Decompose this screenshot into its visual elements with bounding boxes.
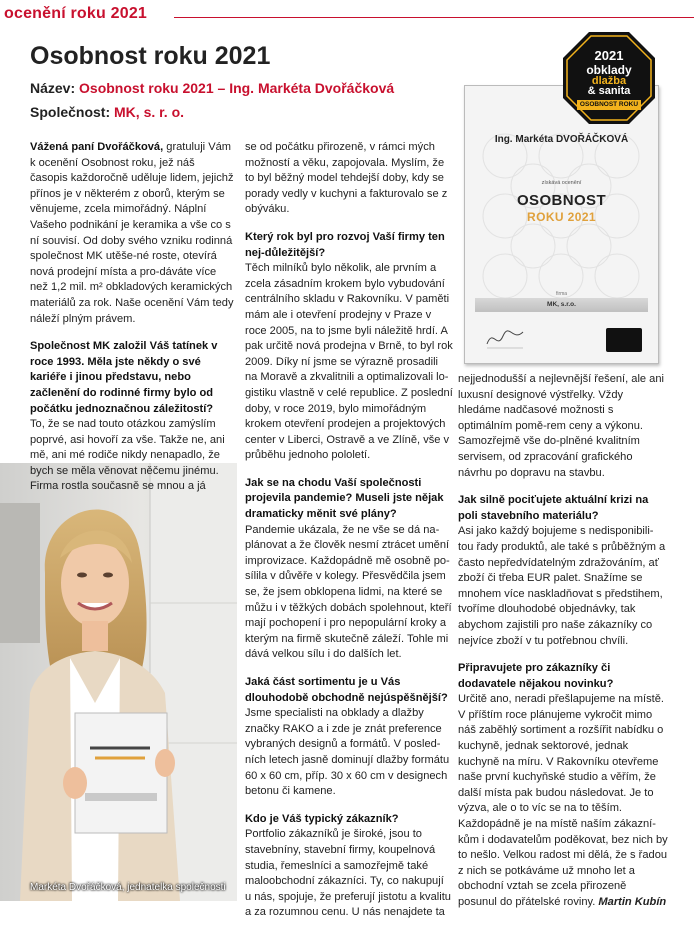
portrait-illustration [0,463,237,901]
badge-ribbon: OSOBNOST ROKU [577,100,641,110]
answer-7-text: Určitě ano, neradi přešlapujeme na místě. V příštím roce plánujeme vykročit mimo náš zaběhlý sortiment a rozšířit nabídku o kuchyně, jednak sektorové, jednak kuchyně na míru. V Rakovníku otevřeme naše první kuchyňské studio a věřím, že další místa pak budou následovat. Je to výzva, ale o to víc se na to těším. Každopádně je na místě naším zákazní-kům i dodavatelům poděkovat, bez nich by to nešlo. Velkou radost mi dělá, že s řadou z nich se potkáváme už mnoho let a obchodní vztah se zcela přirozeně posunul do přátelské roviny. [458,693,668,908]
name-value: Osobnost roku 2021 – Ing. Markéta Dvořáčková [79,80,395,96]
author-signature: Martin Kubín [598,896,667,908]
section-header [0,4,698,28]
page-title: Osobnost roku 2021 [30,42,271,70]
article-column-2 [245,140,453,933]
certificate-award-text: získává ocenění [541,180,582,186]
certificate-title-line2: ROKU 2021 [527,210,596,224]
company-label: Společnost: [30,104,111,120]
answer-1-continued: se od počátku přirozeně, v rámci mých možností a věku, zapojovala. Myslím, že to byl běžný model tehdejší doby, kdy se porady vedly v kuchyni a fakturovalo se z obýváku. [245,141,448,216]
certificate-company-bar [475,298,648,312]
answer-5: Portfolio zákazníků je široké, jsou to stavebníny, stavební firmy, koupelnová studia, řemeslníci a samozřejmě také maloobchodní zákazníci. Ty, co nakupují u nás, spojuje, že preferují jistotu a kvalitu a za rozumnou cenu. U nás nenajdete ta [245,828,451,919]
answer-6: Asi jako každý bojujeme s nedisponibili-tou řady produktů, ale také s průběžným a často nepředvídatelným zdražováním, ať zboží či třeba EUR palet. Snažíme se mnohem více naskladňovat s předstihem, tvoříme dlouhodobé objednávky, tak abychom zajistili pro naše zákazníky co nejvíce zboží v tu potřebnou chvíli. [458,525,666,647]
company-line [30,104,184,120]
name-line [30,80,394,96]
question-2: Který rok byl pro rozvoj Vaší firmy ten nej-důležitější? [245,230,445,259]
portrait-photo [0,463,237,901]
certificate-title-line1: OSOBNOST [516,192,607,209]
certificate-person: Ing. Markéta DVOŘÁČKOVÁ [494,134,629,145]
intro-paragraph [30,140,234,327]
magazine-logo-icon [606,328,642,352]
question-7: Připravujete pro zákazníky či dodavatele nějakou novinku? [458,662,614,690]
answer-4: Jsme specialisti na obklady a dlažby značky RAKO a i zde je znát preference vybraných designů a formátů. V posled-ních letech jasně dominují dlažby formátu 60 x 60 cm, příp. 30 x 60 cm v designech betonu či kamene. [245,707,450,798]
section-divider [174,17,694,18]
answer-3: Pandemie ukázala, že ne vše se dá na-plánovat a že člověk nesmí ztrácet umění improvizace. Každopádně mě osobně po-sílila v důvěře v kolegy. Přesvědčila jsem se, že jsem obklopena lidmi, na které se můžu i v těžkých dobách spolehnout, kteří mají pochopení i pro nepopulární kroky a kterým na firmě skutečně záleží. Tohle mi dává velkou sílu i do dalších let. [245,523,452,661]
intro-lead: Vážená paní Dvořáčková, [30,141,164,153]
badge-line2: dlažba [591,75,627,87]
section-label: ocenění roku 2021 [4,5,148,22]
photo-caption: Markéta Dvořáčková, jednatelka společnosti [30,882,226,893]
certificate-company: MK, s.r.o. [547,301,576,308]
award-badge [561,30,657,126]
certificate-pattern [465,86,658,363]
name-label: Název: [30,80,76,96]
company-value: MK, s. r. o. [114,104,185,120]
certificate-firm-label: firma [555,291,568,297]
signature-icon [485,324,525,354]
answer-2: Těch milníků bylo několik, ale prvním a zcela zásadním krokem bylo vybudování centrálního skladu v Rakovníku. V paměti mám ale i otevření prodejny v Praze v roce 2005, na to jsme byli náležitě hrdí. A pak určitě nová prodejna v Brně, to byl rok 2009. Díky ní jsme se výrazně prosadili na Moravě a zkvalitnili a optimalizovali lo-gistiku vlastně v celé republice. Z poslední doby, v roce 2019, bylo mimořádným krokem otevření prodejen a projektových center v Liberci, Ostravě a ve Zlíně, vše v průběhu jednoho pololetí. [245,262,453,462]
certificate-image [464,85,659,364]
question-4: Jaká část sortimentu je u Vás dlouhodobě obchodně nejúspěšnější? [245,676,448,704]
question-6: Jak silně pociťujete aktuální krizi na poli stavebního materiálu? [458,494,649,522]
badge-line1: obklady [586,63,632,77]
answer-5-continued: nejjednodušší a nejlevnější řešení, ale ani luxusní designové výstřelky. Vždy hledáme nadčasové možnosti s optimálním pomě-rem ceny a výkonu. Samozřejmě vše do-plněné kvalitním servisem, od zpracování grafického návrhu po dopravu na stavbu. [458,373,664,479]
article-column-3 [458,372,668,911]
answer-1: To, že se nad touto otázkou zamýslím poprvé, asi hovoří za vše. Takže ne, ani mě, ani mé rodiče nikdy nenapadlo, že bych se měla věnovat něčemu jinému. Firma rostla současně se mnou a já [30,418,225,493]
intro-text: gratuluji Vám k ocenění Osobnost roku, jež náš časopis každoročně uděluje lidem, jejichž přínos je v některém z oborů, kterým se věnujeme, zcela mimořádný. Náplní Vašeho podnikání je keramika a vše co s ní souvisí. Od doby svého vzniku rodinná společnost MK utěše-né roste, otevírá nová prodejní místa a pro-dáváte více než 1,2 mil. m² obkladových keramických materiálů za rok. Naše ocenění Vám tedy náleží plným právem. [30,141,234,325]
question-1: Společnost MK založil Váš tatínek v roce 1993. Měla jste někdy o své kariéře i jinou představu, nebo začlenění do rodinné firmy bylo od počátku jednoznačnou záležitostí? [30,340,218,415]
question-3: Jak se na chodu Vaší společnosti projevila pandemie? Museli jste nějak dramaticky měnit své plány? [245,476,444,521]
question-5: Kdo je Váš typický zákazník? [245,812,399,825]
answer-7 [458,692,668,910]
badge-year: 2021 [594,48,624,63]
badge-line3: & sanita [587,85,631,97]
article-column-1 [30,140,234,495]
